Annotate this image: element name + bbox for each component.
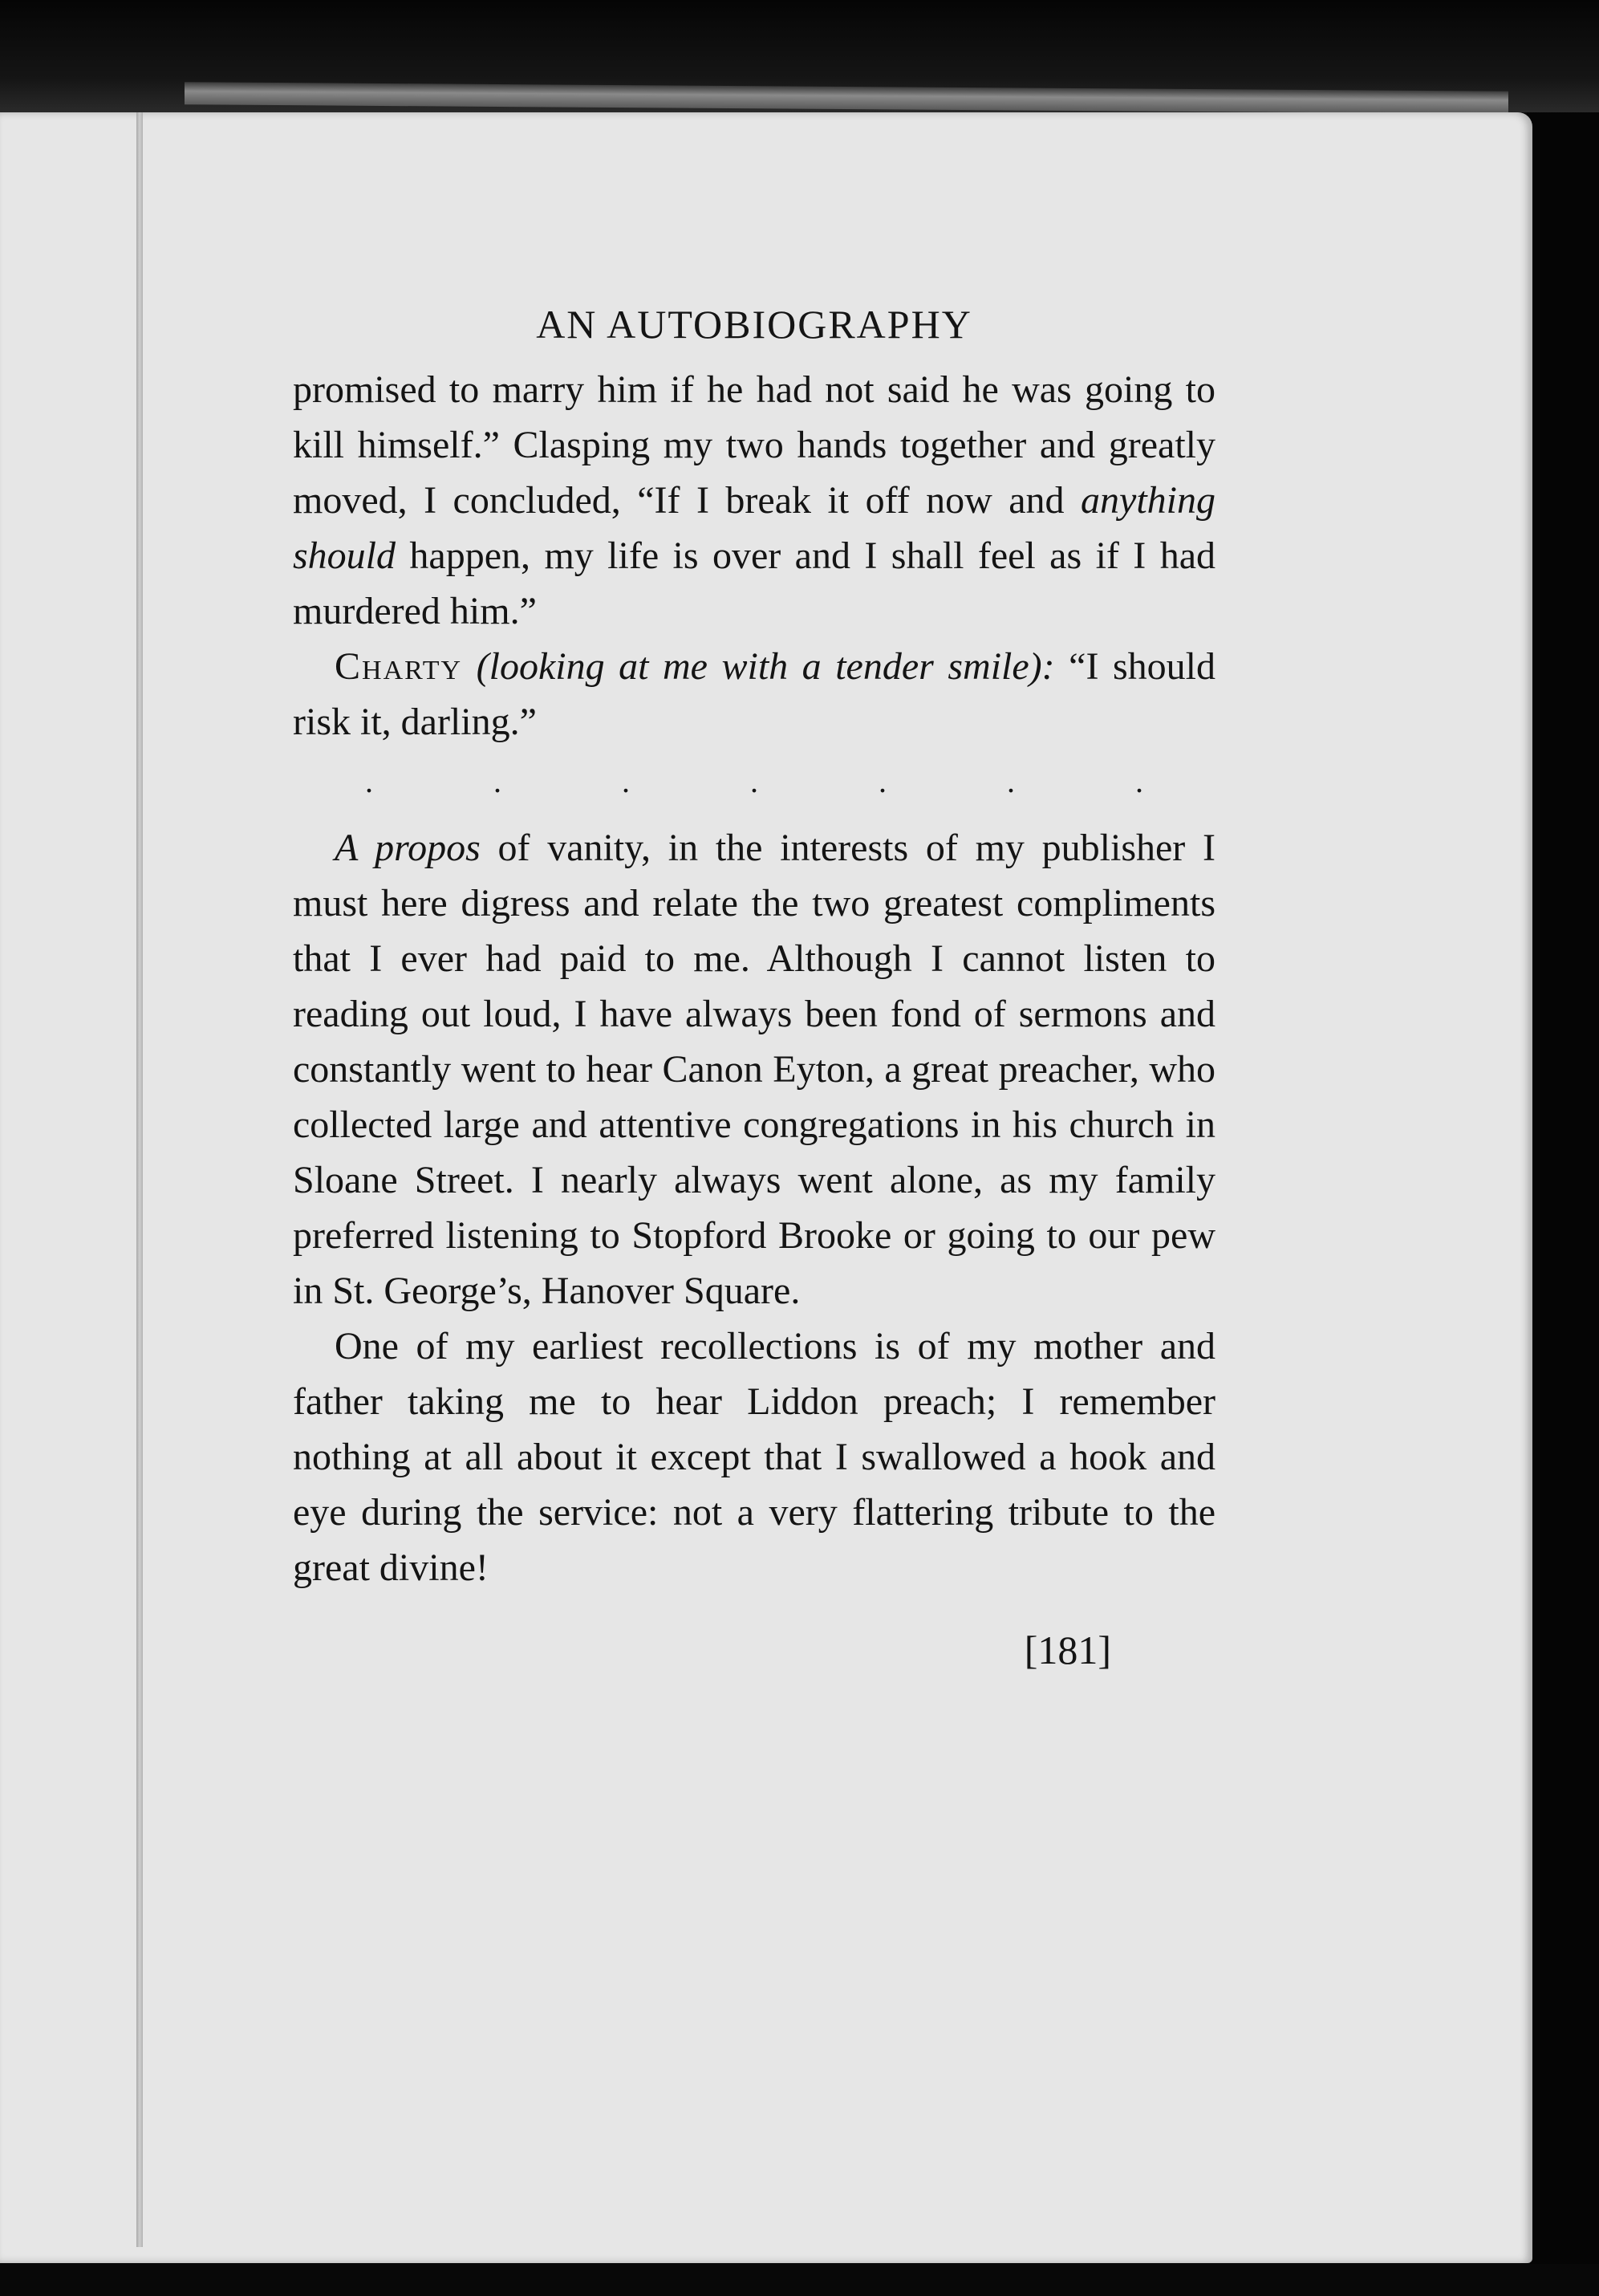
paragraph-3	[293, 820, 1215, 1319]
paragraph-4-text: One of my earliest recollections is of my mother and father taking me to hear Liddon preach; I remember nothing at all about it except that I swallowed a hook and eye during the service: not a very flattering tribute to the great divine!	[293, 1325, 1215, 1589]
stage-direction-colon: :	[1041, 645, 1055, 688]
scanner-right-band	[1527, 112, 1599, 2296]
paragraph-4	[293, 1319, 1215, 1595]
running-head: AN AUTOBIOGRAPHY	[536, 302, 972, 347]
paragraph-3-text: of vanity, in the interests of my publisher I must here digress and relate the two greatest compliments that I ever had paid to me. Although I cannot listen to reading out loud, I have always been fond of sermons and constantly went to hear Canon Eyton, a great preacher, who collected large and attentive congregations in his church in Sloane Street. I nearly always went alone, as my family preferred listening to Stopford Brooke or going to our pew in St. George’s, Hanover Square.	[293, 827, 1216, 1312]
paragraph-1-text-end: happen, my life is over and I shall feel as if I had murdered him.”	[293, 534, 1215, 632]
paragraph-1	[293, 362, 1215, 639]
text-block	[293, 297, 1215, 1678]
speaker-name: Charty	[335, 645, 463, 688]
page-gutter	[136, 112, 143, 2247]
scanner-bottom-band	[0, 2264, 1599, 2296]
paragraph-3-italic-lead: A propos	[335, 827, 481, 869]
section-break: . . . . . . .	[365, 763, 1199, 799]
paragraph-2	[293, 639, 1215, 750]
stage-direction: (looking at me with a tender smile)	[476, 645, 1042, 688]
dialogue-quote: “I should risk it, darling.”	[293, 645, 1215, 743]
page-number: [181]	[1024, 1628, 1111, 1672]
paragraph-1-text: promised to marry him if he had not said he was going to kill himself.” Clasping my two hands together and greatly moved, I concluded, “If I break it off now and	[293, 368, 1215, 522]
paragraph-1-italic: anything should	[293, 479, 1215, 577]
